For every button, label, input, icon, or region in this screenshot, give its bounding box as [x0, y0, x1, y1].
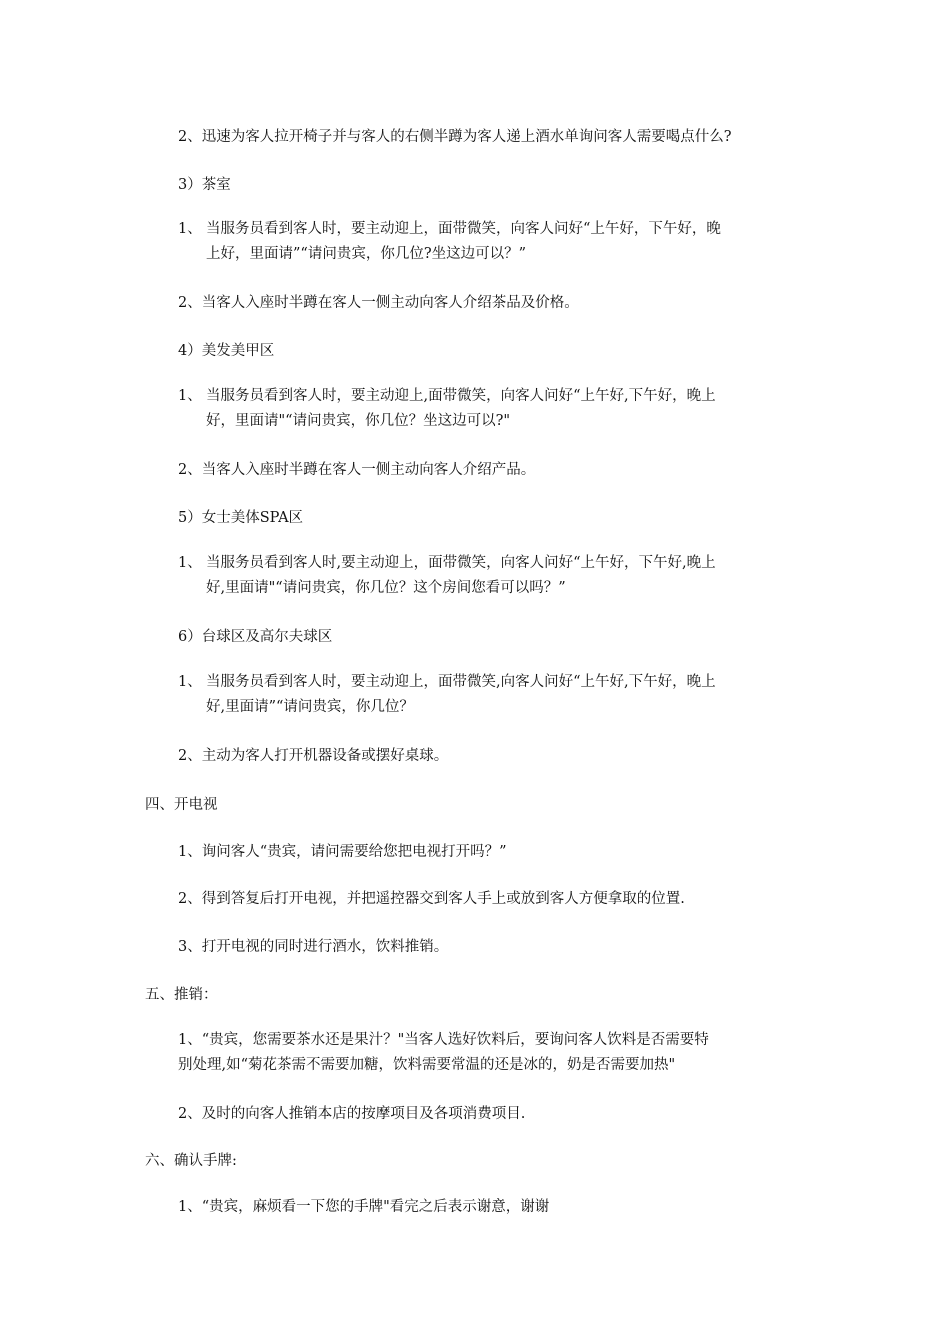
billiards-item-2: 2、主动为客人打开机器设备或摆好桌球。	[178, 748, 449, 764]
sales-item-1-line-1: 1、“贵宾，您需要茶水还是果汁？"当客人选好饮料后，要询问客人饮料是否需要特	[178, 1032, 709, 1048]
hair-item-1-line-2: 好，里面请"“请问贵宾，你几位？坐这边可以?"	[206, 413, 511, 429]
tv-item-1: 1、询问客人“贵宾，请问需要给您把电视打开吗？”	[178, 844, 507, 860]
heading-billiards-golf: 6）台球区及高尔夫球区	[178, 629, 333, 645]
tea-item-1-line-2: 上好，里面请”“请问贵宾，你几位?坐这边可以？”	[206, 246, 527, 262]
list-number: 1、	[178, 674, 202, 690]
section-heading-tv: 四、开电视	[145, 797, 218, 813]
tea-item-1	[178, 217, 828, 267]
section-heading-wristband: 六、确认手牌:	[145, 1153, 237, 1169]
sales-item-1-line-2: 别处理,如“菊花茶需不需要加糖，饮料需要常温的还是冰的，奶是否需要加热"	[178, 1057, 676, 1073]
paragraph-seat-guest: 2、迅速为客人拉开椅子并与客人的右侧半蹲为客人递上酒水单询问客人需要喝点什么?	[178, 129, 732, 145]
hair-item-1	[178, 384, 828, 434]
billiards-item-1-line-1: 当服务员看到客人时，要主动迎上，面带微笑,向客人问好“上午好,下午好，晚上	[206, 674, 716, 690]
spa-item-1-line-2: 好,里面请"“请问贵宾，你几位？这个房间您看可以吗？”	[206, 580, 566, 596]
billiards-item-1	[178, 670, 828, 720]
spa-item-1	[178, 551, 828, 601]
heading-spa: 5）女士美体SPA区	[178, 510, 304, 526]
billiards-item-1-line-2: 好,里面请”“请问贵宾，你几位？	[206, 699, 414, 715]
tea-item-1-line-1: 当服务员看到客人时，要主动迎上，面带微笑，向客人问好“上午好，下午好，晚	[206, 221, 721, 237]
list-number: 1、	[178, 388, 202, 404]
heading-tea-room: 3）茶室	[178, 177, 231, 193]
sales-item-2: 2、及时的向客人推销本店的按摩项目及各项消费项目.	[178, 1106, 526, 1122]
heading-hair-nail: 4）美发美甲区	[178, 343, 275, 359]
tv-item-2: 2、得到答复后打开电视，并把遥控器交到客人手上或放到客人方便拿取的位置.	[178, 891, 685, 907]
section-heading-sales: 五、推销：	[145, 987, 218, 1003]
hair-item-1-line-1: 当服务员看到客人时，要主动迎上,面带微笑，向客人问好“上午好,下午好，晚上	[206, 388, 716, 404]
wristband-item-1: 1、“贵宾，麻烦看一下您的手牌"看完之后表示谢意，谢谢	[178, 1199, 550, 1215]
tv-item-3: 3、打开电视的同时进行酒水，饮料推销。	[178, 939, 449, 955]
tea-item-2: 2、当客人入座时半蹲在客人一侧主动向客人介绍茶品及价格。	[178, 295, 579, 311]
list-number: 1、	[178, 555, 202, 571]
list-number: 1、	[178, 221, 202, 237]
spa-item-1-line-1: 当服务员看到客人时,要主动迎上，面带微笑，向客人问好“上午好，下午好,晚上	[206, 555, 716, 571]
hair-item-2: 2、当客人入座时半蹲在客人一侧主动向客人介绍产品。	[178, 462, 536, 478]
